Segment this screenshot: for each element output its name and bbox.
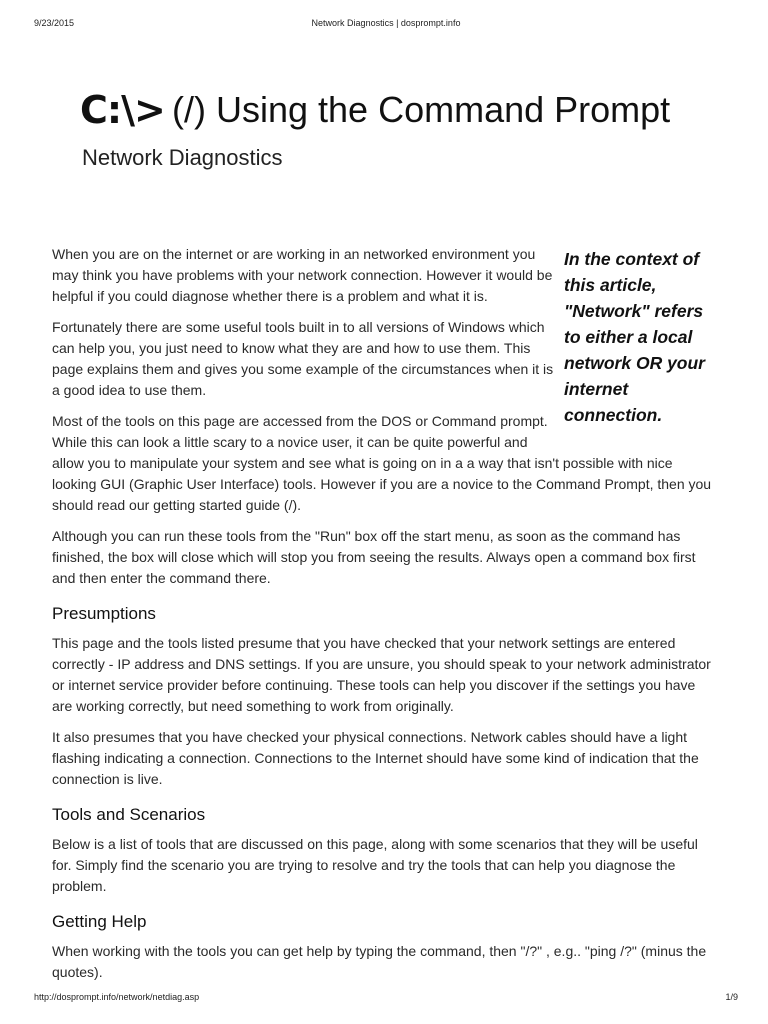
intro-paragraph-4: Although you can run these tools from the "Run" box off the start menu, as soon as the command has finished, the box will close which will stop you from seeing the results. Always open a command box first and then enter the command there.	[52, 528, 696, 586]
page-number: 1/9	[725, 992, 738, 1002]
presumptions-heading: Presumptions	[52, 604, 156, 623]
tools-heading: Tools and Scenarios	[52, 805, 206, 824]
print-doc-title: Network Diagnostics | dosprompt.info	[311, 18, 461, 28]
article-content	[52, 244, 714, 993]
intro-paragraph-1: When you are on the internet or are working in an networked environment you may think you have problems with your network connection. However it would be helpful if you could diagnose whether there is a problem and what it is.	[52, 246, 553, 304]
print-date: 9/23/2015	[34, 18, 75, 28]
tools-paragraph: Below is a list of tools that are discussed on this page, along with some scenarios that they will be useful for. Simply find the scenario you are trying to resolve and try the tools that can help you diagnose the problem.	[52, 836, 698, 894]
command-prompt-logo[interactable]: C:\>	[80, 88, 165, 132]
network-definition-callout: In the context of this article, "Network" refers to either a local network OR your internet connection.	[564, 249, 705, 425]
intro-paragraph-2: Fortunately there are some useful tools built in to all versions of Windows which can help you, you just need to know what they are and how to use them. This page explains them and gives you some example of the circumstances when it is a good idea to use them.	[52, 319, 554, 398]
site-title[interactable]: (/) Using the Command Prompt	[172, 89, 671, 130]
print-url: http://dosprompt.info/network/netdiag.asp	[34, 992, 200, 1002]
getting-help-paragraph: When working with the tools you can get help by typing the command, then "/?" , e.g.. "ping /?" (minus the quotes).	[52, 943, 707, 980]
presumptions-paragraph-2: It also presumes that you have checked your physical connections. Network cables should have a light flashing indicating a connection. Connections to the Internet should have some kind of indication that the connection is live.	[52, 729, 699, 787]
intro-paragraph-3: Most of the tools on this page are accessed from the DOS or Command prompt. While this can look a little scary to a novice user, it can be quite powerful and allow you to manipulate your system and see what is going on in a a way that isn't possible with nice looking GUI (Graphic User Interface) tools. However if you are a novice to the Command Prompt, then you should read our getting started guide (/).	[52, 413, 712, 513]
print-header	[34, 18, 738, 32]
presumptions-paragraph-1: This page and the tools listed presume that you have checked that your network settings are entered correctly - IP address and DNS settings. If you are unsure, you should speak to your network administrator or internet service provider before continuing. These tools can help you discover if the settings you have are working correctly, but need something to work from originally.	[52, 635, 711, 714]
page-subtitle: Network Diagnostics	[82, 145, 283, 170]
site-header	[80, 84, 728, 136]
print-footer	[34, 992, 738, 1006]
getting-help-heading: Getting Help	[52, 912, 147, 931]
